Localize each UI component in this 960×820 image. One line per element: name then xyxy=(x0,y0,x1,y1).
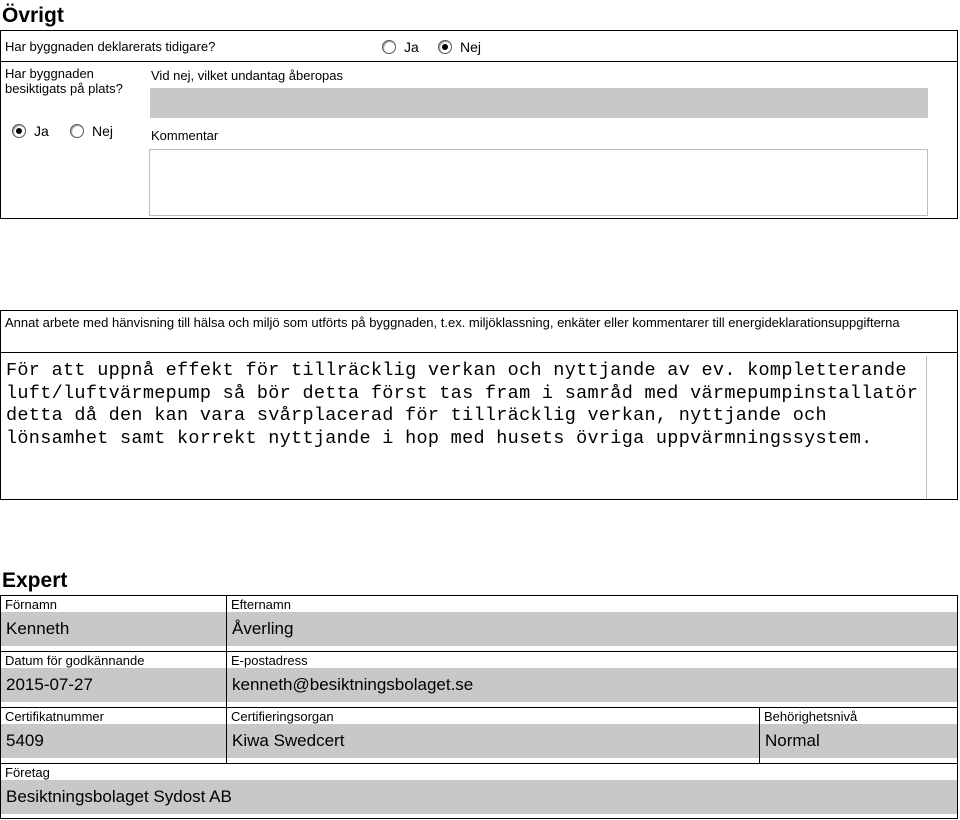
company-label: Företag xyxy=(5,765,50,780)
inspected-question: Har byggnaden besiktigats på plats? xyxy=(5,66,123,96)
radio-declared-yes[interactable] xyxy=(382,40,396,54)
radio-inspected-no[interactable] xyxy=(70,124,84,138)
level-field[interactable] xyxy=(760,724,957,758)
email-field[interactable] xyxy=(227,668,957,702)
exception-label: Vid nej, vilket undantag åberopas xyxy=(151,68,344,83)
inspected-no-option[interactable] xyxy=(70,123,113,139)
declared-yes-label: Ja xyxy=(404,39,419,55)
divider xyxy=(1,651,957,652)
inspected-no-label: Nej xyxy=(92,123,114,139)
declared-question: Har byggnaden deklarerats tidigare? xyxy=(5,39,216,54)
company-field[interactable] xyxy=(1,780,957,814)
lastname-value: Åverling xyxy=(232,619,294,638)
cert-body-field[interactable] xyxy=(227,724,759,758)
section-title-expert: Expert xyxy=(2,569,68,592)
cert-no-value: 5409 xyxy=(6,731,44,750)
declared-no-option[interactable] xyxy=(438,39,481,55)
firstname-label: Förnamn xyxy=(5,597,58,612)
lastname-field[interactable] xyxy=(227,612,957,646)
cert-no-field[interactable] xyxy=(1,724,226,758)
company-value: Besiktningsbolaget Sydost AB xyxy=(6,787,232,806)
textarea-edge xyxy=(926,356,927,499)
exception-field[interactable] xyxy=(150,88,928,118)
level-label: Behörighetsnivå xyxy=(764,709,858,724)
radio-inspected-yes[interactable] xyxy=(12,124,26,138)
cert-body-value: Kiwa Swedcert xyxy=(232,731,345,750)
date-field[interactable] xyxy=(1,668,226,702)
other-work-text[interactable]: För att uppnå effekt för tillräcklig verkan och nyttjande av ev. kompletterande luft/luftvärmepump så bör detta först tas fram i samråd med värmepumpinstallatör detta då den kan vara svårplacerad för tillräcklig verkan, nyttjande och lönsamhet samt korrekt nyttjande i hop med husets övriga uppvärmningssystem. xyxy=(6,360,919,449)
level-value: Normal xyxy=(765,731,820,750)
cert-body-label: Certifieringsorgan xyxy=(231,709,334,724)
comment-field[interactable] xyxy=(149,149,928,216)
email-value: kenneth@besiktningsbolaget.se xyxy=(232,675,474,694)
lastname-label: Efternamn xyxy=(231,597,291,612)
declared-no-label: Nej xyxy=(460,39,482,55)
cert-no-label: Certifikatnummer xyxy=(5,709,104,724)
divider xyxy=(1,61,957,62)
other-work-label: Annat arbete med hänvisning till hälsa och miljö som utförts på byggnaden, t.ex. miljöklassning, enkäter eller kommentarer till energideklarationsuppgifterna xyxy=(5,315,900,330)
firstname-value: Kenneth xyxy=(6,619,70,638)
declared-yes-option[interactable] xyxy=(382,39,419,55)
divider xyxy=(1,352,957,353)
divider xyxy=(1,763,957,764)
date-value: 2015-07-27 xyxy=(6,675,93,694)
comment-label: Kommentar xyxy=(151,128,219,143)
firstname-field[interactable] xyxy=(1,612,226,646)
inspected-yes-option[interactable] xyxy=(12,123,49,139)
section-title-ovrigt: Övrigt xyxy=(2,4,64,27)
radio-declared-no[interactable] xyxy=(438,40,452,54)
divider xyxy=(1,707,957,708)
inspected-yes-label: Ja xyxy=(34,123,49,139)
email-label: E-postadress xyxy=(231,653,308,668)
date-label: Datum för godkännande xyxy=(5,653,145,668)
